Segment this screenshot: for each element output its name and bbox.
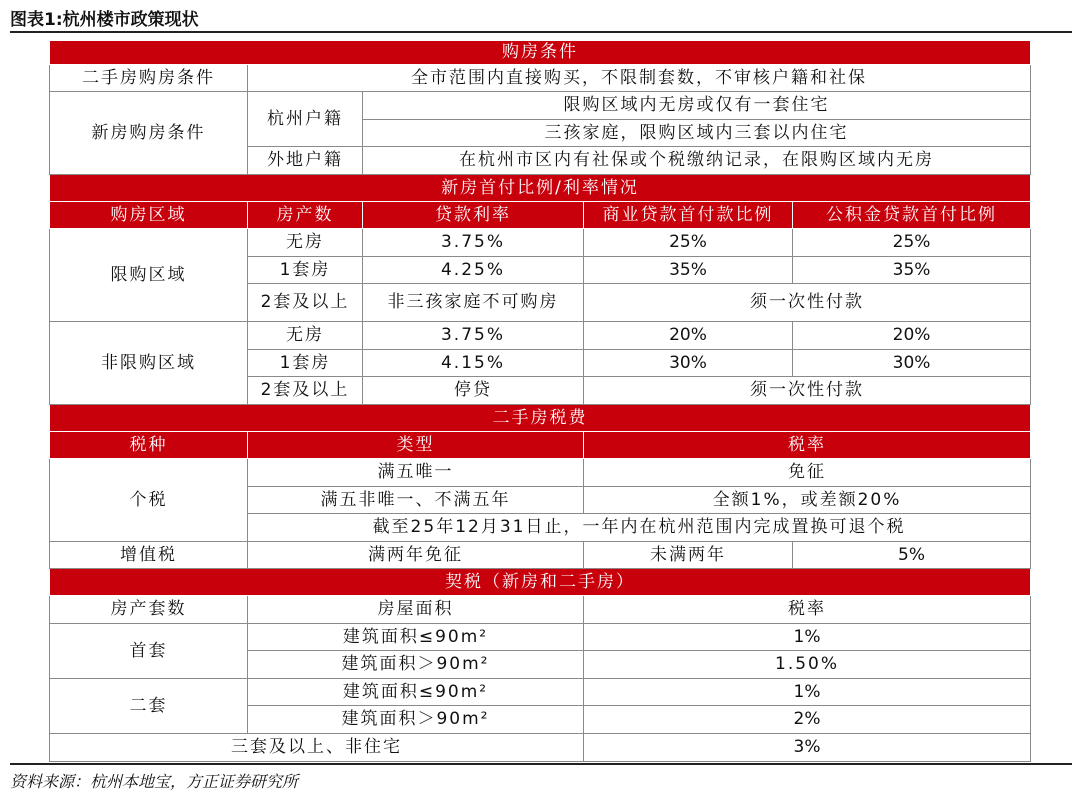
cell-rate: 3% <box>584 734 1031 762</box>
cell-area: 建筑面积＞90m² <box>248 706 584 734</box>
cell-area: 建筑面积＞90m² <box>248 651 584 679</box>
cell-rate: 4.25% <box>363 257 584 284</box>
cell-rate: 停贷 <box>363 377 584 405</box>
cell-value: 三孩家庭，限购区域内三套以内住宅 <box>363 120 1031 147</box>
column-header: 房产套数 <box>50 596 248 624</box>
cell-commercial: 35% <box>584 257 793 284</box>
table-row <box>50 624 1031 651</box>
column-header-row <box>50 596 1031 624</box>
cell-type: 满五唯一 <box>248 459 584 487</box>
column-header: 房产数 <box>248 202 363 229</box>
column-header: 购房区域 <box>50 202 248 229</box>
table-row <box>50 734 1031 762</box>
region-unlimited: 非限购区域 <box>50 322 248 405</box>
cell-house-count: 无房 <box>248 322 363 350</box>
cell-value: 全市范围内直接购买，不限制套数，不审核户籍和社保 <box>248 65 1031 92</box>
tax-name-vat: 增值税 <box>50 542 248 569</box>
cell-fund: 20% <box>793 322 1031 350</box>
column-header-row <box>50 432 1031 459</box>
figure-caption: 图表1:杭州楼市政策现状 <box>10 10 199 30</box>
column-header: 税种 <box>50 432 248 459</box>
bottom-rule <box>10 763 1072 765</box>
cell-value: 在杭州市区内有社保或个税缴纳记录，在限购区域内无房 <box>363 147 1031 175</box>
cell-note: 截至25年12月31日止，一年内在杭州范围内完成置换可退个税 <box>248 514 1031 542</box>
cell-rate: 2% <box>584 706 1031 734</box>
cell-type: 满五非唯一、不满五年 <box>248 487 584 514</box>
top-rule <box>10 31 1072 33</box>
cell-rate: 1% <box>584 624 1031 651</box>
cell-rate: 3.75% <box>363 322 584 350</box>
cell-commercial: 20% <box>584 322 793 350</box>
cell-rate: 1% <box>584 679 1031 706</box>
section-title-purchase: 购房条件 <box>50 41 1031 65</box>
cell-rate: 非三孩家庭不可购房 <box>363 284 584 322</box>
column-header: 类型 <box>248 432 584 459</box>
column-header: 房屋面积 <box>248 596 584 624</box>
cell-value: 限购区域内无房或仅有一套住宅 <box>363 92 1031 120</box>
table-row <box>50 679 1031 706</box>
cell-rate: 3.75% <box>363 229 584 257</box>
deed-first-home: 首套 <box>50 624 248 679</box>
cell-area: 建筑面积≤90m² <box>248 624 584 651</box>
cell-rate: 全额1%，或差额20% <box>584 487 1031 514</box>
cell-house-count: 1套房 <box>248 350 363 377</box>
cell-merged: 须一次性付款 <box>584 377 1031 405</box>
deed-third-home: 三套及以上、非住宅 <box>50 734 584 762</box>
cell-type: 未满两年 <box>584 542 793 569</box>
cell-rate: 5% <box>793 542 1031 569</box>
cell-merged: 须一次性付款 <box>584 284 1031 322</box>
table-row <box>50 322 1031 350</box>
tax-name-pit: 个税 <box>50 459 248 542</box>
cell-house-count: 2套及以上 <box>248 377 363 405</box>
source-note: 资料来源：杭州本地宝，方正证券研究所 <box>10 772 299 791</box>
column-header: 税率 <box>584 596 1031 624</box>
cell-fund: 35% <box>793 257 1031 284</box>
cell-rate: 1.50% <box>584 651 1031 679</box>
section-title-downpayment: 新房首付比例/利率情况 <box>50 175 1031 202</box>
section-title-deed-tax: 契税（新房和二手房） <box>50 569 1031 596</box>
cell-house-count: 2套及以上 <box>248 284 363 322</box>
column-header-row <box>50 202 1031 229</box>
cell-fund: 30% <box>793 350 1031 377</box>
column-header: 商业贷款首付款比例 <box>584 202 793 229</box>
deed-second-home: 二套 <box>50 679 248 734</box>
column-header: 公积金贷款首付比例 <box>793 202 1031 229</box>
cell-type: 满两年免征 <box>248 542 584 569</box>
cell-house-count: 1套房 <box>248 257 363 284</box>
column-header: 税率 <box>584 432 1031 459</box>
row-label-resale-conditions: 二手房购房条件 <box>50 65 248 92</box>
section-title-resale-tax: 二手房税费 <box>50 405 1031 432</box>
cell-commercial: 30% <box>584 350 793 377</box>
cell-commercial: 25% <box>584 229 793 257</box>
region-limited: 限购区域 <box>50 229 248 322</box>
cell-rate: 免征 <box>584 459 1031 487</box>
table-row <box>50 65 1031 92</box>
table-row <box>50 92 1031 120</box>
section-header-row <box>50 41 1031 65</box>
cell-rate: 4.15% <box>363 350 584 377</box>
cell-hangzhou-hukou: 杭州户籍 <box>248 92 363 147</box>
section-header-row <box>50 405 1031 432</box>
cell-nonlocal-hukou: 外地户籍 <box>248 147 363 175</box>
row-label-newhome-conditions: 新房购房条件 <box>50 92 248 175</box>
table-row <box>50 459 1031 487</box>
policy-table <box>49 40 1031 762</box>
column-header: 贷款利率 <box>363 202 584 229</box>
cell-house-count: 无房 <box>248 229 363 257</box>
table-row <box>50 542 1031 569</box>
cell-area: 建筑面积≤90m² <box>248 679 584 706</box>
cell-fund: 25% <box>793 229 1031 257</box>
table-row <box>50 229 1031 257</box>
section-header-row <box>50 569 1031 596</box>
section-header-row <box>50 175 1031 202</box>
